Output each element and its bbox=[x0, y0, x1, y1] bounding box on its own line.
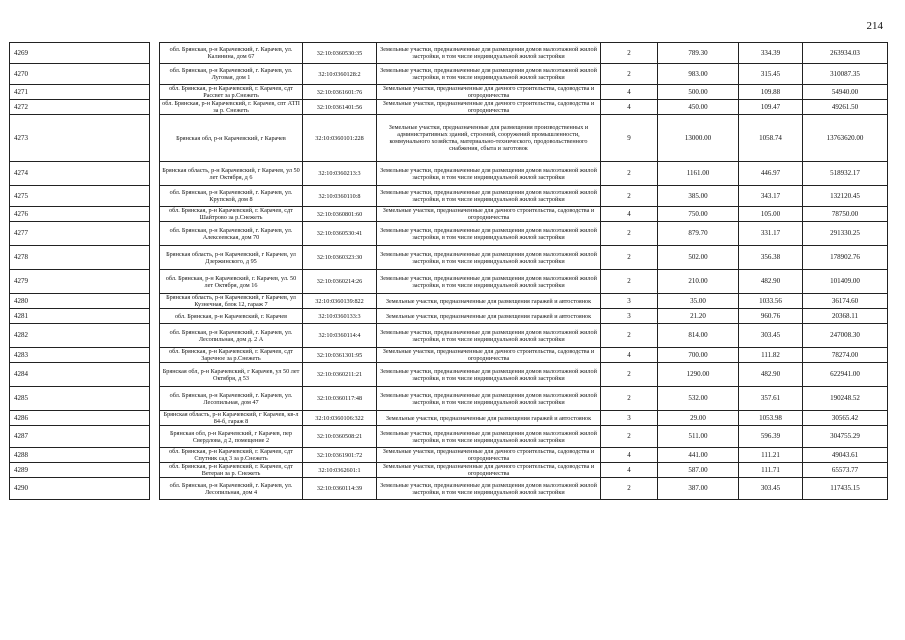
area-cell: 21.20 bbox=[658, 309, 739, 324]
land-use-cell: Земельные участки, предназначенные для дачного строительства, садоводства и огородничества bbox=[377, 100, 601, 115]
address-cell: Брянская область, р-н Карачевский, г Карачев, ул Дзержинского, д 95 bbox=[160, 246, 303, 270]
group-cell: 2 bbox=[601, 363, 658, 387]
table-row bbox=[10, 64, 888, 85]
row-number: 4289 bbox=[10, 463, 150, 478]
row-number: 4269 bbox=[10, 43, 150, 64]
group-cell: 3 bbox=[601, 411, 658, 426]
area-cell: 750.00 bbox=[658, 207, 739, 222]
gap-cell bbox=[150, 270, 160, 294]
land-use-cell: Земельные участки, предназначенные для размещения домов малоэтажной жилой застройки, в том числе индивидуальной жилой застройки bbox=[377, 270, 601, 294]
row-number: 4283 bbox=[10, 348, 150, 363]
land-use-cell: Земельные участки, предназначенные для размещения домов малоэтажной жилой застройки, в том числе индивидуальной жилой застройки bbox=[377, 222, 601, 246]
specific-value-cell: 596.39 bbox=[739, 426, 803, 448]
group-cell: 2 bbox=[601, 186, 658, 207]
gap-cell bbox=[150, 222, 160, 246]
specific-value-cell: 111.21 bbox=[739, 448, 803, 463]
group-cell: 9 bbox=[601, 115, 658, 162]
cadastral-value-cell: 304755.29 bbox=[803, 426, 888, 448]
address-cell: Брянская обл, р-н Карачевский, г Карачев bbox=[160, 115, 303, 162]
cadastral-number-cell: 32:10:0360214:26 bbox=[303, 270, 377, 294]
area-cell: 1290.00 bbox=[658, 363, 739, 387]
table-row bbox=[10, 246, 888, 270]
cadastral-number-cell: 32:10:0360530:41 bbox=[303, 222, 377, 246]
row-number: 4270 bbox=[10, 64, 150, 85]
gap-cell bbox=[150, 85, 160, 100]
gap-cell bbox=[150, 478, 160, 500]
cadastral-number-cell: 32:10:0360323:30 bbox=[303, 246, 377, 270]
gap-cell bbox=[150, 448, 160, 463]
group-cell: 2 bbox=[601, 222, 658, 246]
gap-cell bbox=[150, 100, 160, 115]
cadastral-value-cell: 247008.30 bbox=[803, 324, 888, 348]
cadastral-number-cell: 32:10:0360114:39 bbox=[303, 478, 377, 500]
cadastral-value-cell: 49261.50 bbox=[803, 100, 888, 115]
table-row bbox=[10, 186, 888, 207]
address-cell: обл. Брянская, р-н Карачевский, г. Карачев, сдт Заречное за р.Снежеть bbox=[160, 348, 303, 363]
specific-value-cell: 105.00 bbox=[739, 207, 803, 222]
table-row bbox=[10, 448, 888, 463]
address-cell: обл. Брянская, р-н Карачевский, г. Карачев, сдт Рассвет за р.Снежеть bbox=[160, 85, 303, 100]
address-cell: обл. Брянская, р-н Карачевский, г. Карачев, спт АТП за р. Снежеть bbox=[160, 100, 303, 115]
land-use-cell: Земельные участки, предназначенные для размещения гаражей и автостоянок bbox=[377, 309, 601, 324]
row-number: 4276 bbox=[10, 207, 150, 222]
cadastral-value-table bbox=[9, 42, 888, 500]
land-use-cell: Земельные участки, предназначенные для дачного строительства, садоводства и огородничества bbox=[377, 463, 601, 478]
area-cell: 502.00 bbox=[658, 246, 739, 270]
table-row bbox=[10, 270, 888, 294]
specific-value-cell: 111.71 bbox=[739, 463, 803, 478]
table-row bbox=[10, 85, 888, 100]
cadastral-number-cell: 32:10:0360801:60 bbox=[303, 207, 377, 222]
cadastral-number-cell: 32:10:0360101:228 bbox=[303, 115, 377, 162]
gap-cell bbox=[150, 324, 160, 348]
cadastral-value-cell: 310087.35 bbox=[803, 64, 888, 85]
address-cell: Брянская обл, р-н Карачевский, г Карачев, ул 50 лет Октября, д 53 bbox=[160, 363, 303, 387]
address-cell: Брянская обл, р-н Карачевский, г Карачев, пер Свердлова, д 2, помещение 2 bbox=[160, 426, 303, 448]
row-number: 4279 bbox=[10, 270, 150, 294]
group-cell: 4 bbox=[601, 85, 658, 100]
specific-value-cell: 315.45 bbox=[739, 64, 803, 85]
table-row bbox=[10, 463, 888, 478]
address-cell: обл. Брянская, р-н Карачевский, г. Карачев, ул. Крупской, дом 8 bbox=[160, 186, 303, 207]
area-cell: 385.00 bbox=[658, 186, 739, 207]
address-cell: обл. Брянская, р-н Карачевский, г. Карачев, ул. Луговая, дом 1 bbox=[160, 64, 303, 85]
cadastral-number-cell: 32:10:0360133:3 bbox=[303, 309, 377, 324]
area-cell: 210.00 bbox=[658, 270, 739, 294]
group-cell: 2 bbox=[601, 387, 658, 411]
table-row bbox=[10, 348, 888, 363]
specific-value-cell: 303.45 bbox=[739, 324, 803, 348]
gap-cell bbox=[150, 294, 160, 309]
specific-value-cell: 111.82 bbox=[739, 348, 803, 363]
gap-cell bbox=[150, 186, 160, 207]
group-cell: 3 bbox=[601, 309, 658, 324]
cadastral-number-cell: 32:10:0360530:35 bbox=[303, 43, 377, 64]
gap-cell bbox=[150, 348, 160, 363]
cadastral-number-cell: 32:10:0361301:95 bbox=[303, 348, 377, 363]
table-row bbox=[10, 309, 888, 324]
table-row bbox=[10, 222, 888, 246]
row-number: 4284 bbox=[10, 363, 150, 387]
cadastral-value-cell: 132120.45 bbox=[803, 186, 888, 207]
gap-cell bbox=[150, 162, 160, 186]
gap-cell bbox=[150, 463, 160, 478]
address-cell: обл. Брянская, р-н Карачевский, г. Карачев, сдт Спутник сад 3 за р.Снежеть bbox=[160, 448, 303, 463]
cadastral-value-cell: 178902.76 bbox=[803, 246, 888, 270]
table-row bbox=[10, 162, 888, 186]
specific-value-cell: 960.76 bbox=[739, 309, 803, 324]
table-row bbox=[10, 115, 888, 162]
cadastral-number-cell: 32:10:0361901:72 bbox=[303, 448, 377, 463]
area-cell: 511.00 bbox=[658, 426, 739, 448]
group-cell: 2 bbox=[601, 426, 658, 448]
row-number: 4278 bbox=[10, 246, 150, 270]
gap-cell bbox=[150, 246, 160, 270]
group-cell: 2 bbox=[601, 270, 658, 294]
table-row bbox=[10, 426, 888, 448]
table-row bbox=[10, 294, 888, 309]
land-use-cell: Земельные участки, предназначенные для размещения домов малоэтажной жилой застройки, в том числе индивидуальной жилой застройки bbox=[377, 186, 601, 207]
specific-value-cell: 1058.74 bbox=[739, 115, 803, 162]
cadastral-value-cell: 518932.17 bbox=[803, 162, 888, 186]
table-row bbox=[10, 387, 888, 411]
specific-value-cell: 446.97 bbox=[739, 162, 803, 186]
table-row bbox=[10, 363, 888, 387]
address-cell: Брянская область, р-н Карачевский, г Карачев, ул Кузнечная, блок 12, гараж 7 bbox=[160, 294, 303, 309]
area-cell: 789.30 bbox=[658, 43, 739, 64]
cadastral-value-cell: 78750.00 bbox=[803, 207, 888, 222]
page-number: 214 bbox=[866, 20, 883, 32]
cadastral-value-cell: 36174.60 bbox=[803, 294, 888, 309]
land-use-cell: Земельные участки, предназначенные для дачного строительства, садоводства и огородничества bbox=[377, 348, 601, 363]
area-cell: 814.00 bbox=[658, 324, 739, 348]
table-row bbox=[10, 100, 888, 115]
cadastral-number-cell: 32:10:0360110:8 bbox=[303, 186, 377, 207]
row-number: 4274 bbox=[10, 162, 150, 186]
row-number: 4272 bbox=[10, 100, 150, 115]
address-cell: обл. Брянская, р-н Карачевский, г. Карачев, ул. 50 лет Октября, дом 16 bbox=[160, 270, 303, 294]
area-cell: 450.00 bbox=[658, 100, 739, 115]
land-use-cell: Земельные участки, предназначенные для размещения гаражей и автостоянок bbox=[377, 294, 601, 309]
row-number: 4275 bbox=[10, 186, 150, 207]
row-number: 4273 bbox=[10, 115, 150, 162]
cadastral-number-cell: 32:10:0360213:3 bbox=[303, 162, 377, 186]
address-cell: обл. Брянская, р-н Карачевский, г. Карачев, ул. Лесопильная, дом д. 2 А bbox=[160, 324, 303, 348]
gap-cell bbox=[150, 43, 160, 64]
gap-cell bbox=[150, 309, 160, 324]
address-cell: обл. Брянская, р-н Карачевский, г. Карачев, ул. Алексеевская, дом 70 bbox=[160, 222, 303, 246]
specific-value-cell: 343.17 bbox=[739, 186, 803, 207]
row-number: 4288 bbox=[10, 448, 150, 463]
gap-cell bbox=[150, 363, 160, 387]
address-cell: обл. Брянская, р-н Карачевский, г. Карачев, сдт Шайтрово за р.Снежеть bbox=[160, 207, 303, 222]
cadastral-number-cell: 32:10:0360117:48 bbox=[303, 387, 377, 411]
specific-value-cell: 331.17 bbox=[739, 222, 803, 246]
row-number: 4280 bbox=[10, 294, 150, 309]
table-row bbox=[10, 478, 888, 500]
group-cell: 4 bbox=[601, 207, 658, 222]
cadastral-number-cell: 32:10:0360139:822 bbox=[303, 294, 377, 309]
row-number: 4290 bbox=[10, 478, 150, 500]
specific-value-cell: 1033.56 bbox=[739, 294, 803, 309]
cadastral-number-cell: 32:10:0360508:21 bbox=[303, 426, 377, 448]
group-cell: 4 bbox=[601, 448, 658, 463]
group-cell: 4 bbox=[601, 463, 658, 478]
area-cell: 13000.00 bbox=[658, 115, 739, 162]
gap-cell bbox=[150, 411, 160, 426]
group-cell: 2 bbox=[601, 324, 658, 348]
cadastral-number-cell: 32:10:0360128:2 bbox=[303, 64, 377, 85]
specific-value-cell: 1053.98 bbox=[739, 411, 803, 426]
land-use-cell: Земельные участки, предназначенные для размещения производственных и административных зданий, строений, сооружений промышленности, коммунального хозяйства, материально-технического, продовольственного снабжения, сбыта и заготовок bbox=[377, 115, 601, 162]
cadastral-value-cell: 78274.00 bbox=[803, 348, 888, 363]
group-cell: 3 bbox=[601, 294, 658, 309]
cadastral-value-cell: 622941.00 bbox=[803, 363, 888, 387]
cadastral-value-cell: 291330.25 bbox=[803, 222, 888, 246]
address-cell: обл. Брянская, р-н Карачевский, г. Карачев, ул. Лесопильная, дом 47 bbox=[160, 387, 303, 411]
table-row bbox=[10, 324, 888, 348]
area-cell: 500.00 bbox=[658, 85, 739, 100]
table-row bbox=[10, 411, 888, 426]
land-use-cell: Земельные участки, предназначенные для размещения домов малоэтажной жилой застройки, в том числе индивидуальной жилой застройки bbox=[377, 426, 601, 448]
area-cell: 532.00 bbox=[658, 387, 739, 411]
specific-value-cell: 482.90 bbox=[739, 363, 803, 387]
land-use-cell: Земельные участки, предназначенные для размещения домов малоэтажной жилой застройки, в том числе индивидуальной жилой застройки bbox=[377, 246, 601, 270]
area-cell: 1161.00 bbox=[658, 162, 739, 186]
row-number: 4286 bbox=[10, 411, 150, 426]
address-cell: обл. Брянская, р-н Карачевский, г. Карачев bbox=[160, 309, 303, 324]
land-use-cell: Земельные участки, предназначенные для дачного строительства, садоводства и огородничества bbox=[377, 448, 601, 463]
cadastral-value-cell: 117435.15 bbox=[803, 478, 888, 500]
specific-value-cell: 109.88 bbox=[739, 85, 803, 100]
group-cell: 2 bbox=[601, 43, 658, 64]
area-cell: 587.00 bbox=[658, 463, 739, 478]
land-use-cell: Земельные участки, предназначенные для размещения домов малоэтажной жилой застройки, в том числе индивидуальной жилой застройки bbox=[377, 43, 601, 64]
table-row bbox=[10, 207, 888, 222]
land-use-cell: Земельные участки, предназначенные для размещения домов малоэтажной жилой застройки, в том числе индивидуальной жилой застройки bbox=[377, 324, 601, 348]
cadastral-value-cell: 54940.00 bbox=[803, 85, 888, 100]
cadastral-number-cell: 32:10:0360114:4 bbox=[303, 324, 377, 348]
specific-value-cell: 303.45 bbox=[739, 478, 803, 500]
cadastral-number-cell: 32:10:0360211:21 bbox=[303, 363, 377, 387]
table-row bbox=[10, 43, 888, 64]
area-cell: 35.00 bbox=[658, 294, 739, 309]
cadastral-value-cell: 20368.11 bbox=[803, 309, 888, 324]
cadastral-value-cell: 49043.61 bbox=[803, 448, 888, 463]
address-cell: обл. Брянская, р-н Карачевский, г. Карачев, ул. Лесопильная, дом 4 bbox=[160, 478, 303, 500]
area-cell: 879.70 bbox=[658, 222, 739, 246]
land-use-cell: Земельные участки, предназначенные для размещения домов малоэтажной жилой застройки, в том числе индивидуальной жилой застройки bbox=[377, 162, 601, 186]
cadastral-value-cell: 13763620.00 bbox=[803, 115, 888, 162]
specific-value-cell: 482.90 bbox=[739, 270, 803, 294]
group-cell: 2 bbox=[601, 64, 658, 85]
cadastral-value-cell: 190248.52 bbox=[803, 387, 888, 411]
row-number: 4287 bbox=[10, 426, 150, 448]
row-number: 4285 bbox=[10, 387, 150, 411]
address-cell: обл. Брянская, р-н Карачевский, г. Карачев, ул. Калинина, дом 67 bbox=[160, 43, 303, 64]
gap-cell bbox=[150, 115, 160, 162]
gap-cell bbox=[150, 207, 160, 222]
cadastral-value-cell: 65573.77 bbox=[803, 463, 888, 478]
address-cell: обл. Брянская, р-н Карачевский, г. Карачев, сдт Ветеран за р. Снежеть bbox=[160, 463, 303, 478]
area-cell: 29.00 bbox=[658, 411, 739, 426]
group-cell: 2 bbox=[601, 162, 658, 186]
group-cell: 2 bbox=[601, 478, 658, 500]
row-number: 4282 bbox=[10, 324, 150, 348]
cadastral-number-cell: 32:10:0361401:56 bbox=[303, 100, 377, 115]
area-cell: 700.00 bbox=[658, 348, 739, 363]
row-number: 4277 bbox=[10, 222, 150, 246]
gap-cell bbox=[150, 387, 160, 411]
cadastral-value-cell: 263934.03 bbox=[803, 43, 888, 64]
row-number: 4281 bbox=[10, 309, 150, 324]
group-cell: 4 bbox=[601, 348, 658, 363]
cadastral-value-cell: 101409.00 bbox=[803, 270, 888, 294]
address-cell: Брянская область, р-н Карачевский, г Карачев, кв-л 84-б, гараж 8 bbox=[160, 411, 303, 426]
address-cell: Брянская область, р-н Карачевский, г Карачев, ул 50 лет Октября, д 6 bbox=[160, 162, 303, 186]
land-use-cell: Земельные участки, предназначенные для размещения домов малоэтажной жилой застройки, в том числе индивидуальной жилой застройки bbox=[377, 387, 601, 411]
cadastral-number-cell: 32:10:0361601:76 bbox=[303, 85, 377, 100]
land-use-cell: Земельные участки, предназначенные для размещения домов малоэтажной жилой застройки, в том числе индивидуальной жилой застройки bbox=[377, 64, 601, 85]
specific-value-cell: 109.47 bbox=[739, 100, 803, 115]
area-cell: 983.00 bbox=[658, 64, 739, 85]
row-number: 4271 bbox=[10, 85, 150, 100]
cadastral-number-cell: 32:10:0360106:322 bbox=[303, 411, 377, 426]
land-use-cell: Земельные участки, предназначенные для размещения домов малоэтажной жилой застройки, в том числе индивидуальной жилой застройки bbox=[377, 363, 601, 387]
gap-cell bbox=[150, 426, 160, 448]
specific-value-cell: 356.38 bbox=[739, 246, 803, 270]
cadastral-number-cell: 32:10:0362601:1 bbox=[303, 463, 377, 478]
specific-value-cell: 334.39 bbox=[739, 43, 803, 64]
cadastral-value-cell: 30565.42 bbox=[803, 411, 888, 426]
group-cell: 2 bbox=[601, 246, 658, 270]
area-cell: 387.00 bbox=[658, 478, 739, 500]
group-cell: 4 bbox=[601, 100, 658, 115]
specific-value-cell: 357.61 bbox=[739, 387, 803, 411]
area-cell: 441.00 bbox=[658, 448, 739, 463]
gap-cell bbox=[150, 64, 160, 85]
land-use-cell: Земельные участки, предназначенные для размещения гаражей и автостоянок bbox=[377, 411, 601, 426]
land-use-cell: Земельные участки, предназначенные для размещения домов малоэтажной жилой застройки, в том числе индивидуальной жилой застройки bbox=[377, 478, 601, 500]
land-use-cell: Земельные участки, предназначенные для дачного строительства, садоводства и огородничества bbox=[377, 207, 601, 222]
land-use-cell: Земельные участки, предназначенные для дачного строительства, садоводства и огородничества bbox=[377, 85, 601, 100]
